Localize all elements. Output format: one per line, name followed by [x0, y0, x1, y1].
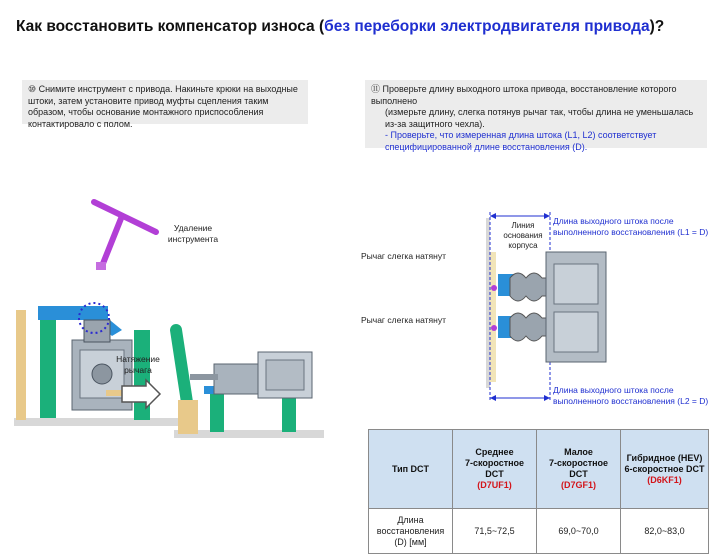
row-label: Длина восстановления (D) [мм] [369, 509, 453, 554]
table-row [369, 509, 709, 554]
header-col1-code: (D7UF1) [477, 480, 512, 490]
header-col2-line1: Малое [564, 447, 593, 457]
header-col3 [621, 430, 709, 509]
actuator-lever-illustration [170, 330, 330, 440]
header-col2 [537, 430, 621, 509]
header-col3-code: (D6KF1) [647, 474, 682, 485]
step-11-line1: ⑪ Проверьте длину выходного штока привода, восстановление которого выполнено [371, 84, 677, 106]
row-value-2: 69,0~70,0 [537, 509, 621, 554]
rod-length-l2-label: Длина выходного штока после выполненного восстановления (L2 = D) [553, 385, 709, 406]
title-accent: без переборки электродвигателя привода [324, 18, 650, 35]
lever-tension-label: Натяжение рычага [116, 354, 160, 375]
step-11-note [365, 80, 707, 152]
header-col1-line1: Среднее [475, 447, 514, 457]
lever-pulled-label-2: Рычаг слегка натянут [361, 315, 446, 325]
lever-pulled-label-1: Рычаг слегка натянут [361, 251, 446, 261]
step-10-note [22, 80, 308, 129]
row-value-3: 82,0~83,0 [621, 509, 709, 554]
table-header-row [369, 430, 709, 509]
title-main: Как восстановить компенсатор износа ( [16, 18, 325, 35]
title-end: )? [649, 18, 665, 35]
header-col1-line2: 7-скоростное DCT [464, 458, 525, 479]
tool-icon [94, 202, 156, 270]
page-title [16, 18, 664, 36]
header-col2-line2: 7-скоростное DCT [548, 458, 609, 479]
header-col3-line1: Гибридное (HEV) [626, 452, 703, 463]
header-col2-code: (D7GF1) [560, 480, 596, 490]
header-col1 [453, 430, 537, 509]
tool-removal-illustration [88, 196, 168, 276]
step-11-line3: - Проверьте, что измеренная длина штока (L1, L2) соответствует специфицированной длине восстановления (D). [385, 130, 657, 152]
step-11-line2: (измерьте длину, слегка потянув рычаг так, чтобы длина не уменьшалась из-за защитного чехла). [385, 107, 694, 129]
tool-removal-label: Удаление инструмента [167, 223, 219, 244]
restoration-length-table [368, 429, 709, 554]
base-line-label: Линия основания корпуса [503, 221, 543, 250]
header-type: Тип DCT [369, 430, 453, 509]
header-col3-line2: 6-скоростное DCT [624, 463, 705, 474]
arrow-right-icon [120, 380, 162, 408]
row-value-1: 71,5~72,5 [453, 509, 537, 554]
step-10-text: ⑩ Снимите инструмент с привода. Накиньте крюки на выходные штоки, затем установите привод муфты сцепления таким образом, чтобы основание монтажного приспособления контактировало с полом. [28, 84, 298, 129]
rod-length-l1-label: Длина выходного штока после выполненного восстановления (L1 = D) [553, 216, 709, 237]
